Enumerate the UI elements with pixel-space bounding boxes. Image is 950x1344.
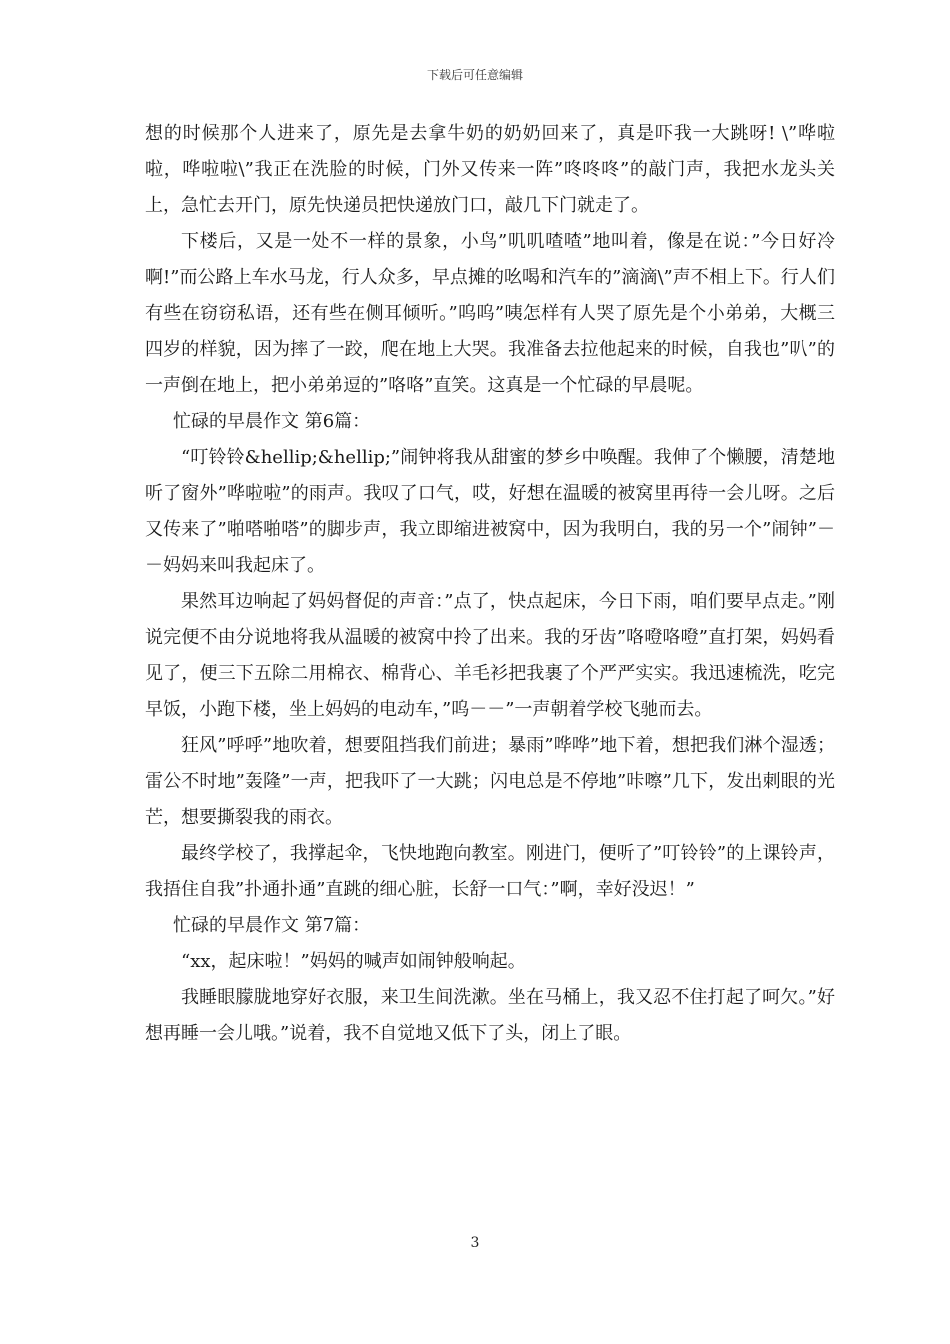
page-number: 3 [470, 1235, 480, 1251]
section-heading-7: 忙碌的早晨作文 第7篇： [173, 915, 371, 936]
page-header: 下载后可任意编辑 [426, 68, 523, 82]
paragraph: 果然耳边响起了妈妈督促的声音：”点了，快点起床，今日下雨，咱们要早点走。”刚说完便不由分说地将我从温暖的被窝中拎了出来。我的牙齿”咯噔咯噔”直打架，妈妈看见了，便三下五除二用棉衣、棉背心、羊毛衫把我裹了个严严实实。我迅速梳洗，吃完早饭，小跑下楼，坐上妈妈的电动车，”呜－－”一声朝着学校飞驰而去。 [145, 591, 835, 720]
paragraph: 最终学校了，我撑起伞，飞快地跑向教室。刚进门，便听了”叮铃铃”的上课铃声，我捂住自我”扑通扑通”直跳的细心脏，长舒一口气：”啊，幸好没迟！” [145, 843, 835, 900]
paragraph: 下楼后，又是一处不一样的景象，小鸟”叽叽喳喳”地叫着，像是在说：”今日好冷啊!”而公路上车水马龙，行人众多，早点摊的吆喝和汽车的”滴滴\”声不相上下。行人们有些在窃窃私语，还有些在侧耳倾听。”呜呜”咦怎样有人哭了原先是个小弟弟，大概三四岁的样貌，因为摔了一跤，爬在地上大哭。我准备去拉他起来的时候，自我也”叭”的一声倒在地上，把小弟弟逗的”咯咯”直笑。这真是一个忙碌的早晨呢。 [145, 231, 835, 396]
paragraph: “叮铃铃&hellip;&hellip;”闹钟将我从甜蜜的梦乡中唤醒。我伸了个懒腰，清楚地听了窗外”哗啦啦”的雨声。我叹了口气，哎，好想在温暖的被窝里再待一会儿呀。之后又传来了”啪嗒啪嗒”的脚步声，我立即缩进被窝中，因为我明白，我的另一个”闹钟”－－妈妈来叫我起床了。 [145, 447, 835, 576]
section-heading-6: 忙碌的早晨作文 第6篇： [173, 411, 371, 432]
paragraph-continued: 想的时候那个人进来了，原先是去拿牛奶的奶奶回来了，真是吓我一大跳呀! \”哗啦啦，哗啦啦\”我正在洗脸的时候，门外又传来一阵”咚咚咚”的敲门声，我把水龙头关上，急忙去开门，原先快递员把快递放门口，敲几下门就走了。 [145, 123, 835, 216]
document-body [145, 116, 835, 1052]
paragraph: 狂风”呼呼”地吹着，想要阻挡我们前进；暴雨”哗哗”地下着，想把我们淋个湿透；雷公不时地”轰隆”一声，把我吓了一大跳；闪电总是不停地”咔嚓”几下，发出刺眼的光芒，想要撕裂我的雨衣。 [145, 735, 835, 828]
paragraph: 我睡眼朦胧地穿好衣服，来卫生间洗漱。坐在马桶上，我又忍不住打起了呵欠。”好想再睡一会儿哦。”说着，我不自觉地又低下了头，闭上了眼。 [145, 987, 835, 1044]
paragraph: “xx，起床啦！”妈妈的喊声如闹钟般响起。 [181, 951, 526, 972]
